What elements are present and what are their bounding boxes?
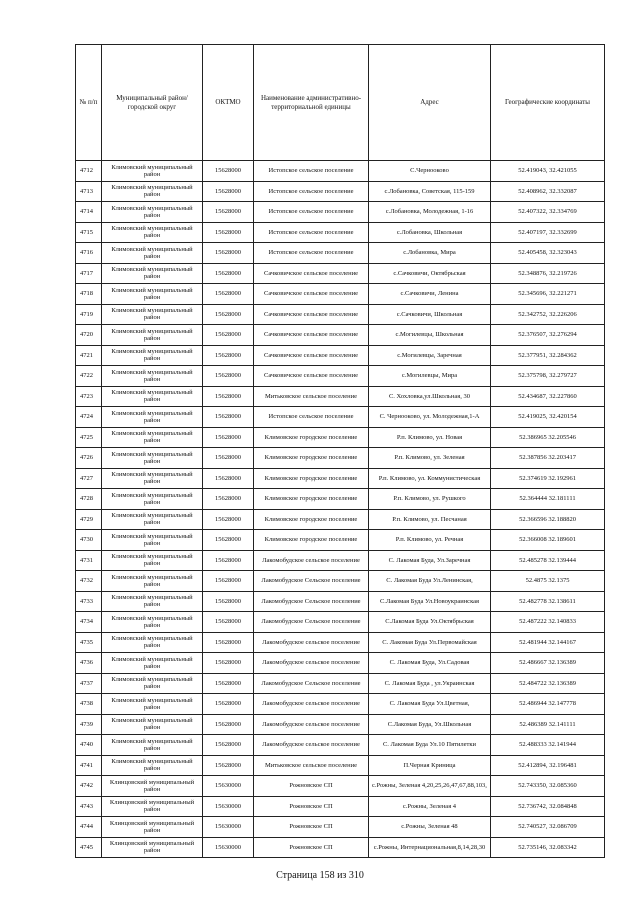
- oktmo-cell: 15628000: [203, 386, 254, 407]
- oktmo-cell: 15630000: [203, 817, 254, 838]
- oktmo-cell: 15628000: [203, 427, 254, 448]
- coordinates-cell: 52.407322, 32.334769: [491, 202, 605, 223]
- coordinates-cell: 52.375798, 32.279727: [491, 366, 605, 387]
- district-cell: Климовский муниципальный район: [102, 386, 203, 407]
- address-cell: С. Лакомая Буда, Ул.Садовая: [369, 653, 491, 674]
- oktmo-cell: 15630000: [203, 796, 254, 817]
- admin-unit-cell: Климовское городское поселение: [254, 427, 369, 448]
- oktmo-cell: 15628000: [203, 509, 254, 530]
- oktmo-cell: 15628000: [203, 714, 254, 735]
- address-cell: с.Могилевцы, Заречная: [369, 345, 491, 366]
- row-number: 4715: [76, 222, 102, 243]
- oktmo-cell: 15628000: [203, 653, 254, 674]
- oktmo-cell: 15628000: [203, 284, 254, 305]
- oktmo-cell: 15628000: [203, 222, 254, 243]
- address-cell: с.Лобановка, Мира: [369, 243, 491, 264]
- address-cell: с.Лобановка, Советская, 115-159: [369, 181, 491, 202]
- row-number: 4732: [76, 571, 102, 592]
- oktmo-cell: 15628000: [203, 468, 254, 489]
- coordinates-cell: 52.386965 32.205546: [491, 427, 605, 448]
- oktmo-cell: 15628000: [203, 571, 254, 592]
- admin-unit-cell: Лакомобудское Сельское поселение: [254, 571, 369, 592]
- row-number: 4734: [76, 612, 102, 633]
- row-number: 4712: [76, 161, 102, 182]
- coordinates-cell: 52.4875 32.1375: [491, 571, 605, 592]
- admin-unit-cell: Сачковичское сельское поселение: [254, 325, 369, 346]
- admin-unit-cell: Климовское городское поселение: [254, 448, 369, 469]
- district-cell: Клинцовский муниципальный район: [102, 796, 203, 817]
- district-cell: Климовский муниципальный район: [102, 591, 203, 612]
- table-row: [76, 284, 605, 305]
- admin-unit-cell: Митьковское сельское поселение: [254, 755, 369, 776]
- district-cell: Климовский муниципальный район: [102, 284, 203, 305]
- district-cell: Климовский муниципальный район: [102, 550, 203, 571]
- address-cell: С. Лакомая Буда Ул.Ленинская,: [369, 571, 491, 592]
- district-cell: Климовский муниципальный район: [102, 694, 203, 715]
- admin-unit-cell: Лакомобудское Сельское поселение: [254, 591, 369, 612]
- admin-unit-cell: Лакомобудское Сельское поселение: [254, 612, 369, 633]
- oktmo-cell: 15628000: [203, 735, 254, 756]
- admin-unit-cell: Рожновское СП: [254, 817, 369, 838]
- address-cell: Р.п. Климово, ул. Зеленая: [369, 448, 491, 469]
- oktmo-cell: 15628000: [203, 448, 254, 469]
- district-cell: Климовский муниципальный район: [102, 735, 203, 756]
- header-coordinates: Географические координаты: [491, 45, 605, 161]
- row-number: 4728: [76, 489, 102, 510]
- oktmo-cell: 15628000: [203, 530, 254, 551]
- address-cell: с.Могилевцы, Школьная: [369, 325, 491, 346]
- table-row: [76, 714, 605, 735]
- admin-unit-cell: Сачковичское сельское поселение: [254, 284, 369, 305]
- district-cell: Климовский муниципальный район: [102, 407, 203, 428]
- table-row: [76, 530, 605, 551]
- address-cell: С. Лакомая Буда Ул.Первомайская: [369, 632, 491, 653]
- coordinates-cell: 52.434687, 32.227860: [491, 386, 605, 407]
- admin-unit-cell: Рожновское СП: [254, 776, 369, 797]
- coordinates-cell: 52.366008 32.189601: [491, 530, 605, 551]
- address-cell: с.Рожны, Зеленая 4: [369, 796, 491, 817]
- table-row: [76, 489, 605, 510]
- address-cell: Р.п. Климово, ул. Рушкого: [369, 489, 491, 510]
- address-cell: Р.п. Климово, ул. Новая: [369, 427, 491, 448]
- oktmo-cell: 15630000: [203, 776, 254, 797]
- coordinates-cell: 52.419043, 32.421055: [491, 161, 605, 182]
- oktmo-cell: 15628000: [203, 345, 254, 366]
- header-admin-unit: Наименование административно-территориальной единицы: [254, 45, 369, 161]
- table-row: [76, 591, 605, 612]
- coordinates-cell: 52.486944 32.147778: [491, 694, 605, 715]
- row-number: 4730: [76, 530, 102, 551]
- admin-unit-cell: Лакомобудское Сельское поселение: [254, 673, 369, 694]
- coordinates-cell: 52.412894, 32.196481: [491, 755, 605, 776]
- oktmo-cell: 15628000: [203, 673, 254, 694]
- table-row: [76, 181, 605, 202]
- coordinates-cell: 52.376507, 32.276294: [491, 325, 605, 346]
- oktmo-cell: 15628000: [203, 304, 254, 325]
- row-number: 4743: [76, 796, 102, 817]
- table-row: [76, 202, 605, 223]
- row-number: 4725: [76, 427, 102, 448]
- table-row: [76, 304, 605, 325]
- district-cell: Климовский муниципальный район: [102, 448, 203, 469]
- table-row: [76, 694, 605, 715]
- address-cell: П.Черная Криница: [369, 755, 491, 776]
- table-row: [76, 837, 605, 858]
- district-cell: Климовский муниципальный район: [102, 714, 203, 735]
- table-row: [76, 468, 605, 489]
- table-row: [76, 571, 605, 592]
- table-row: [76, 632, 605, 653]
- address-cell: с.Лобановка, Школьная: [369, 222, 491, 243]
- oktmo-cell: 15628000: [203, 263, 254, 284]
- coordinates-cell: 52.482778 32.138611: [491, 591, 605, 612]
- table-row: [76, 345, 605, 366]
- district-cell: Климовский муниципальный район: [102, 530, 203, 551]
- table-row: [76, 612, 605, 633]
- admin-unit-cell: Лакомобудское сельское поселение: [254, 550, 369, 571]
- district-cell: Климовский муниципальный район: [102, 755, 203, 776]
- address-cell: Р.п. Климово, ул. Коммунистическая: [369, 468, 491, 489]
- address-cell: с.Сачковичи, Школьная: [369, 304, 491, 325]
- address-cell: С. Хохловка,ул.Школьная, 30: [369, 386, 491, 407]
- row-number: 4719: [76, 304, 102, 325]
- table-row: [76, 653, 605, 674]
- district-cell: Климовский муниципальный район: [102, 263, 203, 284]
- row-number: 4736: [76, 653, 102, 674]
- district-cell: Климовский муниципальный район: [102, 345, 203, 366]
- district-cell: Климовский муниципальный район: [102, 304, 203, 325]
- admin-unit-cell: Истопское сельское поселение: [254, 181, 369, 202]
- admin-unit-cell: Климовское городское поселение: [254, 509, 369, 530]
- row-number: 4726: [76, 448, 102, 469]
- admin-unit-cell: Сачковичское сельское поселение: [254, 366, 369, 387]
- row-number: 4727: [76, 468, 102, 489]
- admin-unit-cell: Митьковское сельское поселение: [254, 386, 369, 407]
- row-number: 4721: [76, 345, 102, 366]
- coordinates-cell: 52.486389 32.141111: [491, 714, 605, 735]
- coordinates-cell: 52.743350, 32.085360: [491, 776, 605, 797]
- oktmo-cell: 15628000: [203, 366, 254, 387]
- district-cell: Климовский муниципальный район: [102, 366, 203, 387]
- coordinates-table: [75, 44, 605, 858]
- row-number: 4737: [76, 673, 102, 694]
- table-row: [76, 448, 605, 469]
- row-number: 4731: [76, 550, 102, 571]
- oktmo-cell: 15628000: [203, 202, 254, 223]
- table-row: [76, 427, 605, 448]
- page-number: Страница 158 из 310: [276, 870, 364, 881]
- header-district: Муниципальный район/городской округ: [102, 45, 203, 161]
- oktmo-cell: 15628000: [203, 407, 254, 428]
- row-number: 4716: [76, 243, 102, 264]
- address-cell: с.Сачковичи, Ленина: [369, 284, 491, 305]
- table-row: [76, 817, 605, 838]
- oktmo-cell: 15628000: [203, 591, 254, 612]
- address-cell: с.Сачковичи, Октябрьская: [369, 263, 491, 284]
- admin-unit-cell: Лакомобудское сельское поселение: [254, 714, 369, 735]
- coordinates-cell: 52.488333 32.141944: [491, 735, 605, 756]
- coordinates-cell: 52.366596 32.188820: [491, 509, 605, 530]
- table-row: [76, 735, 605, 756]
- oktmo-cell: 15628000: [203, 550, 254, 571]
- admin-unit-cell: Рожновское СП: [254, 796, 369, 817]
- district-cell: Клинцовский муниципальный район: [102, 817, 203, 838]
- oktmo-cell: 15628000: [203, 632, 254, 653]
- admin-unit-cell: Истопское сельское поселение: [254, 161, 369, 182]
- oktmo-cell: 15628000: [203, 243, 254, 264]
- admin-unit-cell: Климовское городское поселение: [254, 530, 369, 551]
- header-number: № п/п: [76, 45, 102, 161]
- coordinates-cell: 52.342752, 32.226206: [491, 304, 605, 325]
- district-cell: Климовский муниципальный район: [102, 632, 203, 653]
- district-cell: Климовский муниципальный район: [102, 243, 203, 264]
- coordinates-cell: 52.405458, 32.323043: [491, 243, 605, 264]
- district-cell: Климовский муниципальный район: [102, 181, 203, 202]
- address-cell: с.Лобановка, Молодежная, 1-16: [369, 202, 491, 223]
- oktmo-cell: 15630000: [203, 837, 254, 858]
- coordinates-cell: 52.419025, 32.420154: [491, 407, 605, 428]
- admin-unit-cell: Сачковичское сельское поселение: [254, 304, 369, 325]
- address-cell: С. Лакомая Буда, Ул.Заречная: [369, 550, 491, 571]
- coordinates-cell: 52.740527, 32.086709: [491, 817, 605, 838]
- admin-unit-cell: Истопское сельское поселение: [254, 243, 369, 264]
- row-number: 4722: [76, 366, 102, 387]
- address-cell: с.Рожны, Зеленая 4,20,25,26,47,67,88,103,: [369, 776, 491, 797]
- table-row: [76, 243, 605, 264]
- coordinates-cell: 52.407197, 32.332699: [491, 222, 605, 243]
- coordinates-cell: 52.374619 32.192961: [491, 468, 605, 489]
- row-number: 4723: [76, 386, 102, 407]
- row-number: 4724: [76, 407, 102, 428]
- coordinates-cell: 52.487222 32.140833: [491, 612, 605, 633]
- coordinates-cell: 52.484722 32.136389: [491, 673, 605, 694]
- row-number: 4741: [76, 755, 102, 776]
- address-cell: с.Рожны, Интернациональная,8,14,28,30: [369, 837, 491, 858]
- district-cell: Климовский муниципальный район: [102, 612, 203, 633]
- row-number: 4733: [76, 591, 102, 612]
- row-number: 4745: [76, 837, 102, 858]
- admin-unit-cell: Лакомобудское сельское поселение: [254, 735, 369, 756]
- admin-unit-cell: Лакомобудское сельское поселение: [254, 653, 369, 674]
- admin-unit-cell: Климовское городское поселение: [254, 489, 369, 510]
- row-number: 4744: [76, 817, 102, 838]
- admin-unit-cell: Сачковичское сельское поселение: [254, 263, 369, 284]
- row-number: 4713: [76, 181, 102, 202]
- district-cell: Климовский муниципальный район: [102, 325, 203, 346]
- coordinates-cell: 52.387856 32.203417: [491, 448, 605, 469]
- oktmo-cell: 15628000: [203, 161, 254, 182]
- table-row: [76, 263, 605, 284]
- table-row: [76, 407, 605, 428]
- district-cell: Климовский муниципальный район: [102, 222, 203, 243]
- admin-unit-cell: Истопское сельское поселение: [254, 202, 369, 223]
- row-number: 4740: [76, 735, 102, 756]
- address-cell: С.Лакомая Буда, Ул.Школьная: [369, 714, 491, 735]
- coordinates-cell: 52.345696, 32.221271: [491, 284, 605, 305]
- address-cell: Р.п. Климово, ул. Песчаная: [369, 509, 491, 530]
- address-cell: С. Лакомая Буда Ул.Цветная,: [369, 694, 491, 715]
- table-row: [76, 325, 605, 346]
- table-row: [76, 386, 605, 407]
- address-cell: С.Лакомая Буда Ул.Новоукраинская: [369, 591, 491, 612]
- address-cell: с.Могилевцы, Мира: [369, 366, 491, 387]
- row-number: 4729: [76, 509, 102, 530]
- address-cell: С.Чернооково: [369, 161, 491, 182]
- header-oktmo: ОКТМО: [203, 45, 254, 161]
- coordinates-cell: 52.486667 32.136389: [491, 653, 605, 674]
- row-number: 4714: [76, 202, 102, 223]
- row-number: 4718: [76, 284, 102, 305]
- row-number: 4717: [76, 263, 102, 284]
- oktmo-cell: 15628000: [203, 325, 254, 346]
- coordinates-cell: 52.481944 32.144167: [491, 632, 605, 653]
- oktmo-cell: 15628000: [203, 489, 254, 510]
- district-cell: Климовский муниципальный район: [102, 427, 203, 448]
- coordinates-cell: 52.735146, 32.083342: [491, 837, 605, 858]
- admin-unit-cell: Лакомобудское сельское поселение: [254, 632, 369, 653]
- row-number: 4735: [76, 632, 102, 653]
- table-row: [76, 776, 605, 797]
- district-cell: Климовский муниципальный район: [102, 653, 203, 674]
- address-cell: С. Чернооково, ул. Молодежная,1-А: [369, 407, 491, 428]
- district-cell: Клинцовский муниципальный район: [102, 837, 203, 858]
- district-cell: Климовский муниципальный район: [102, 468, 203, 489]
- oktmo-cell: 15628000: [203, 694, 254, 715]
- coordinates-cell: 52.364444 32.181111: [491, 489, 605, 510]
- coordinates-cell: 52.408962, 32.332087: [491, 181, 605, 202]
- district-cell: Климовский муниципальный район: [102, 202, 203, 223]
- table-row: [76, 161, 605, 182]
- table-row: [76, 796, 605, 817]
- district-cell: Климовский муниципальный район: [102, 509, 203, 530]
- row-number: 4738: [76, 694, 102, 715]
- admin-unit-cell: Сачковичское сельское поселение: [254, 345, 369, 366]
- coordinates-cell: 52.736742, 32.084848: [491, 796, 605, 817]
- admin-unit-cell: Истопское сельское поселение: [254, 222, 369, 243]
- table-row: [76, 509, 605, 530]
- address-cell: С.Лакомая Буда Ул.Октябрьская: [369, 612, 491, 633]
- table-row: [76, 673, 605, 694]
- oktmo-cell: 15628000: [203, 612, 254, 633]
- row-number: 4739: [76, 714, 102, 735]
- row-number: 4742: [76, 776, 102, 797]
- table-row: [76, 550, 605, 571]
- admin-unit-cell: Лакомобудское сельское поселение: [254, 694, 369, 715]
- address-cell: С. Лакомая Буда , ул.Украинская: [369, 673, 491, 694]
- district-cell: Клинцовский муниципальный район: [102, 776, 203, 797]
- row-number: 4720: [76, 325, 102, 346]
- district-cell: Климовский муниципальный район: [102, 161, 203, 182]
- table-row: [76, 366, 605, 387]
- admin-unit-cell: Истопское сельское поселение: [254, 407, 369, 428]
- district-cell: Климовский муниципальный район: [102, 489, 203, 510]
- table-row: [76, 755, 605, 776]
- coordinates-cell: 52.348876, 32.219726: [491, 263, 605, 284]
- coordinates-cell: 52.485278 32.139444: [491, 550, 605, 571]
- table-header-row: [76, 45, 605, 161]
- admin-unit-cell: Климовское городское поселение: [254, 468, 369, 489]
- address-cell: с.Рожны, Зеленая 48: [369, 817, 491, 838]
- admin-unit-cell: Рожновское СП: [254, 837, 369, 858]
- district-cell: Климовский муниципальный район: [102, 571, 203, 592]
- table-row: [76, 222, 605, 243]
- coordinates-cell: 52.377951, 32.284362: [491, 345, 605, 366]
- district-cell: Климовский муниципальный район: [102, 673, 203, 694]
- oktmo-cell: 15628000: [203, 181, 254, 202]
- address-cell: Р.п. Климово, ул. Речная: [369, 530, 491, 551]
- oktmo-cell: 15628000: [203, 755, 254, 776]
- header-address: Адрес: [369, 45, 491, 161]
- address-cell: С. Лакомая Буда Ул.10 Пятилетки: [369, 735, 491, 756]
